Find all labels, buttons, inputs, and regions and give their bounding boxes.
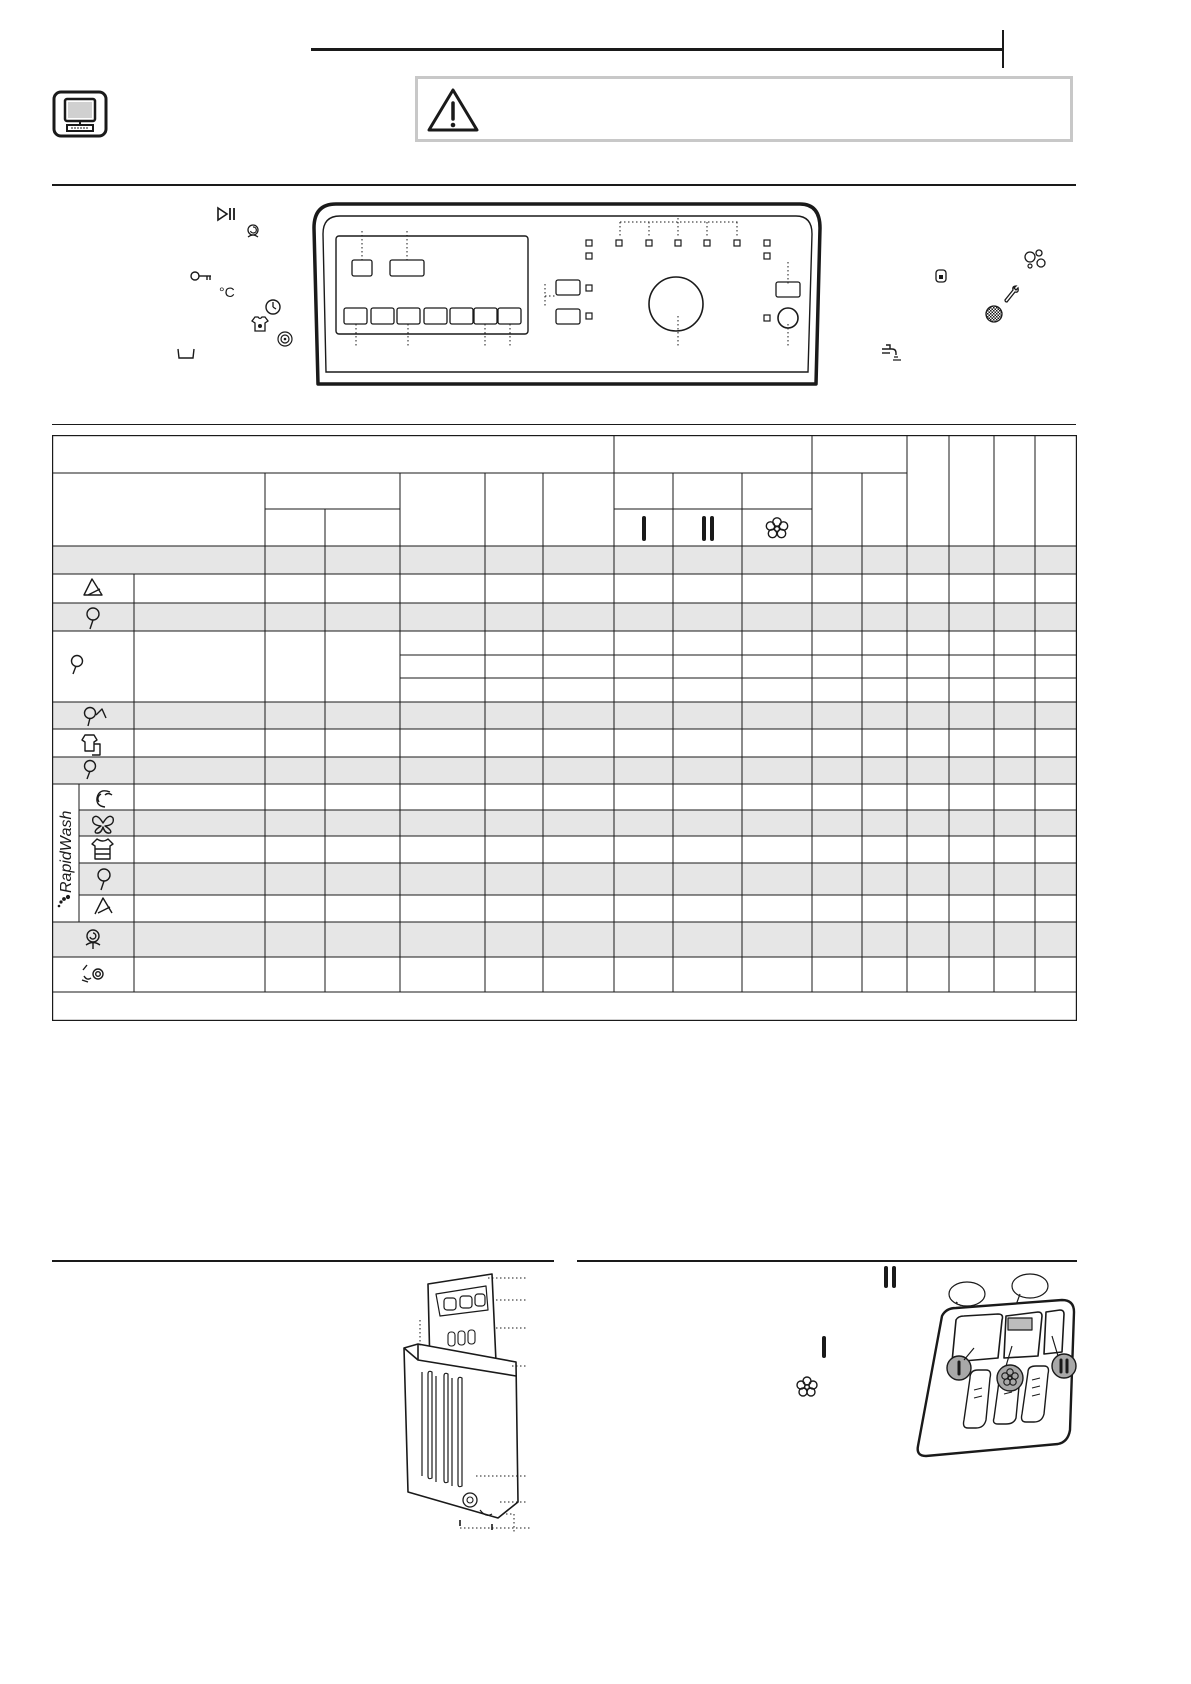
tub-icon (176, 346, 196, 360)
stain-shirt-icon (250, 315, 270, 333)
rinse-spin-icon (82, 965, 103, 982)
rapidwash-brand (58, 810, 75, 893)
shirts-icon (82, 735, 100, 755)
door-lock-icon (934, 268, 948, 284)
prewash-compartment-icon (819, 1336, 829, 1358)
rinse-icon (276, 330, 294, 348)
rapid-spiral-icon (97, 791, 112, 807)
synthetics-icon (84, 579, 102, 595)
section-rule-top (52, 184, 1076, 186)
main-wash-compartment-icon (882, 1266, 898, 1288)
key-lock-icon (190, 270, 212, 282)
section-rule-panel-bottom (52, 424, 1076, 425)
bottom-left-rule (52, 1260, 554, 1262)
monitor-icon (52, 90, 108, 138)
softener-flower-icon (796, 1376, 818, 1398)
synthetics-icon (95, 898, 112, 914)
filter-icon (984, 304, 1004, 324)
spin-icon (244, 222, 262, 240)
rapidwash-brand-icon (58, 895, 70, 907)
warning-box (415, 76, 1073, 142)
header-rule (311, 48, 1003, 51)
shirt-icon (92, 839, 113, 859)
control-panel-drawing (310, 198, 826, 390)
rapidwash-label: RapidWash (58, 810, 75, 893)
programme-table (52, 435, 1077, 1021)
bottom-right-rule (577, 1260, 1077, 1262)
play-pause-icon (216, 206, 236, 222)
washing-machine-drawing (400, 1270, 532, 1532)
delay-timer-icon (264, 298, 282, 316)
header-rule-tick (1002, 30, 1004, 68)
softener-flower-icon (766, 518, 787, 538)
main-wash-compartment-icon (704, 518, 712, 539)
bubbles-icon (1022, 248, 1048, 270)
temperature-icon: °C (219, 284, 235, 300)
water-tap-icon (880, 343, 904, 361)
wrench-icon (1002, 284, 1020, 304)
warning-triangle-icon (426, 87, 480, 133)
cotton-icon (72, 656, 83, 675)
detergent-drawer-drawing (912, 1272, 1082, 1462)
